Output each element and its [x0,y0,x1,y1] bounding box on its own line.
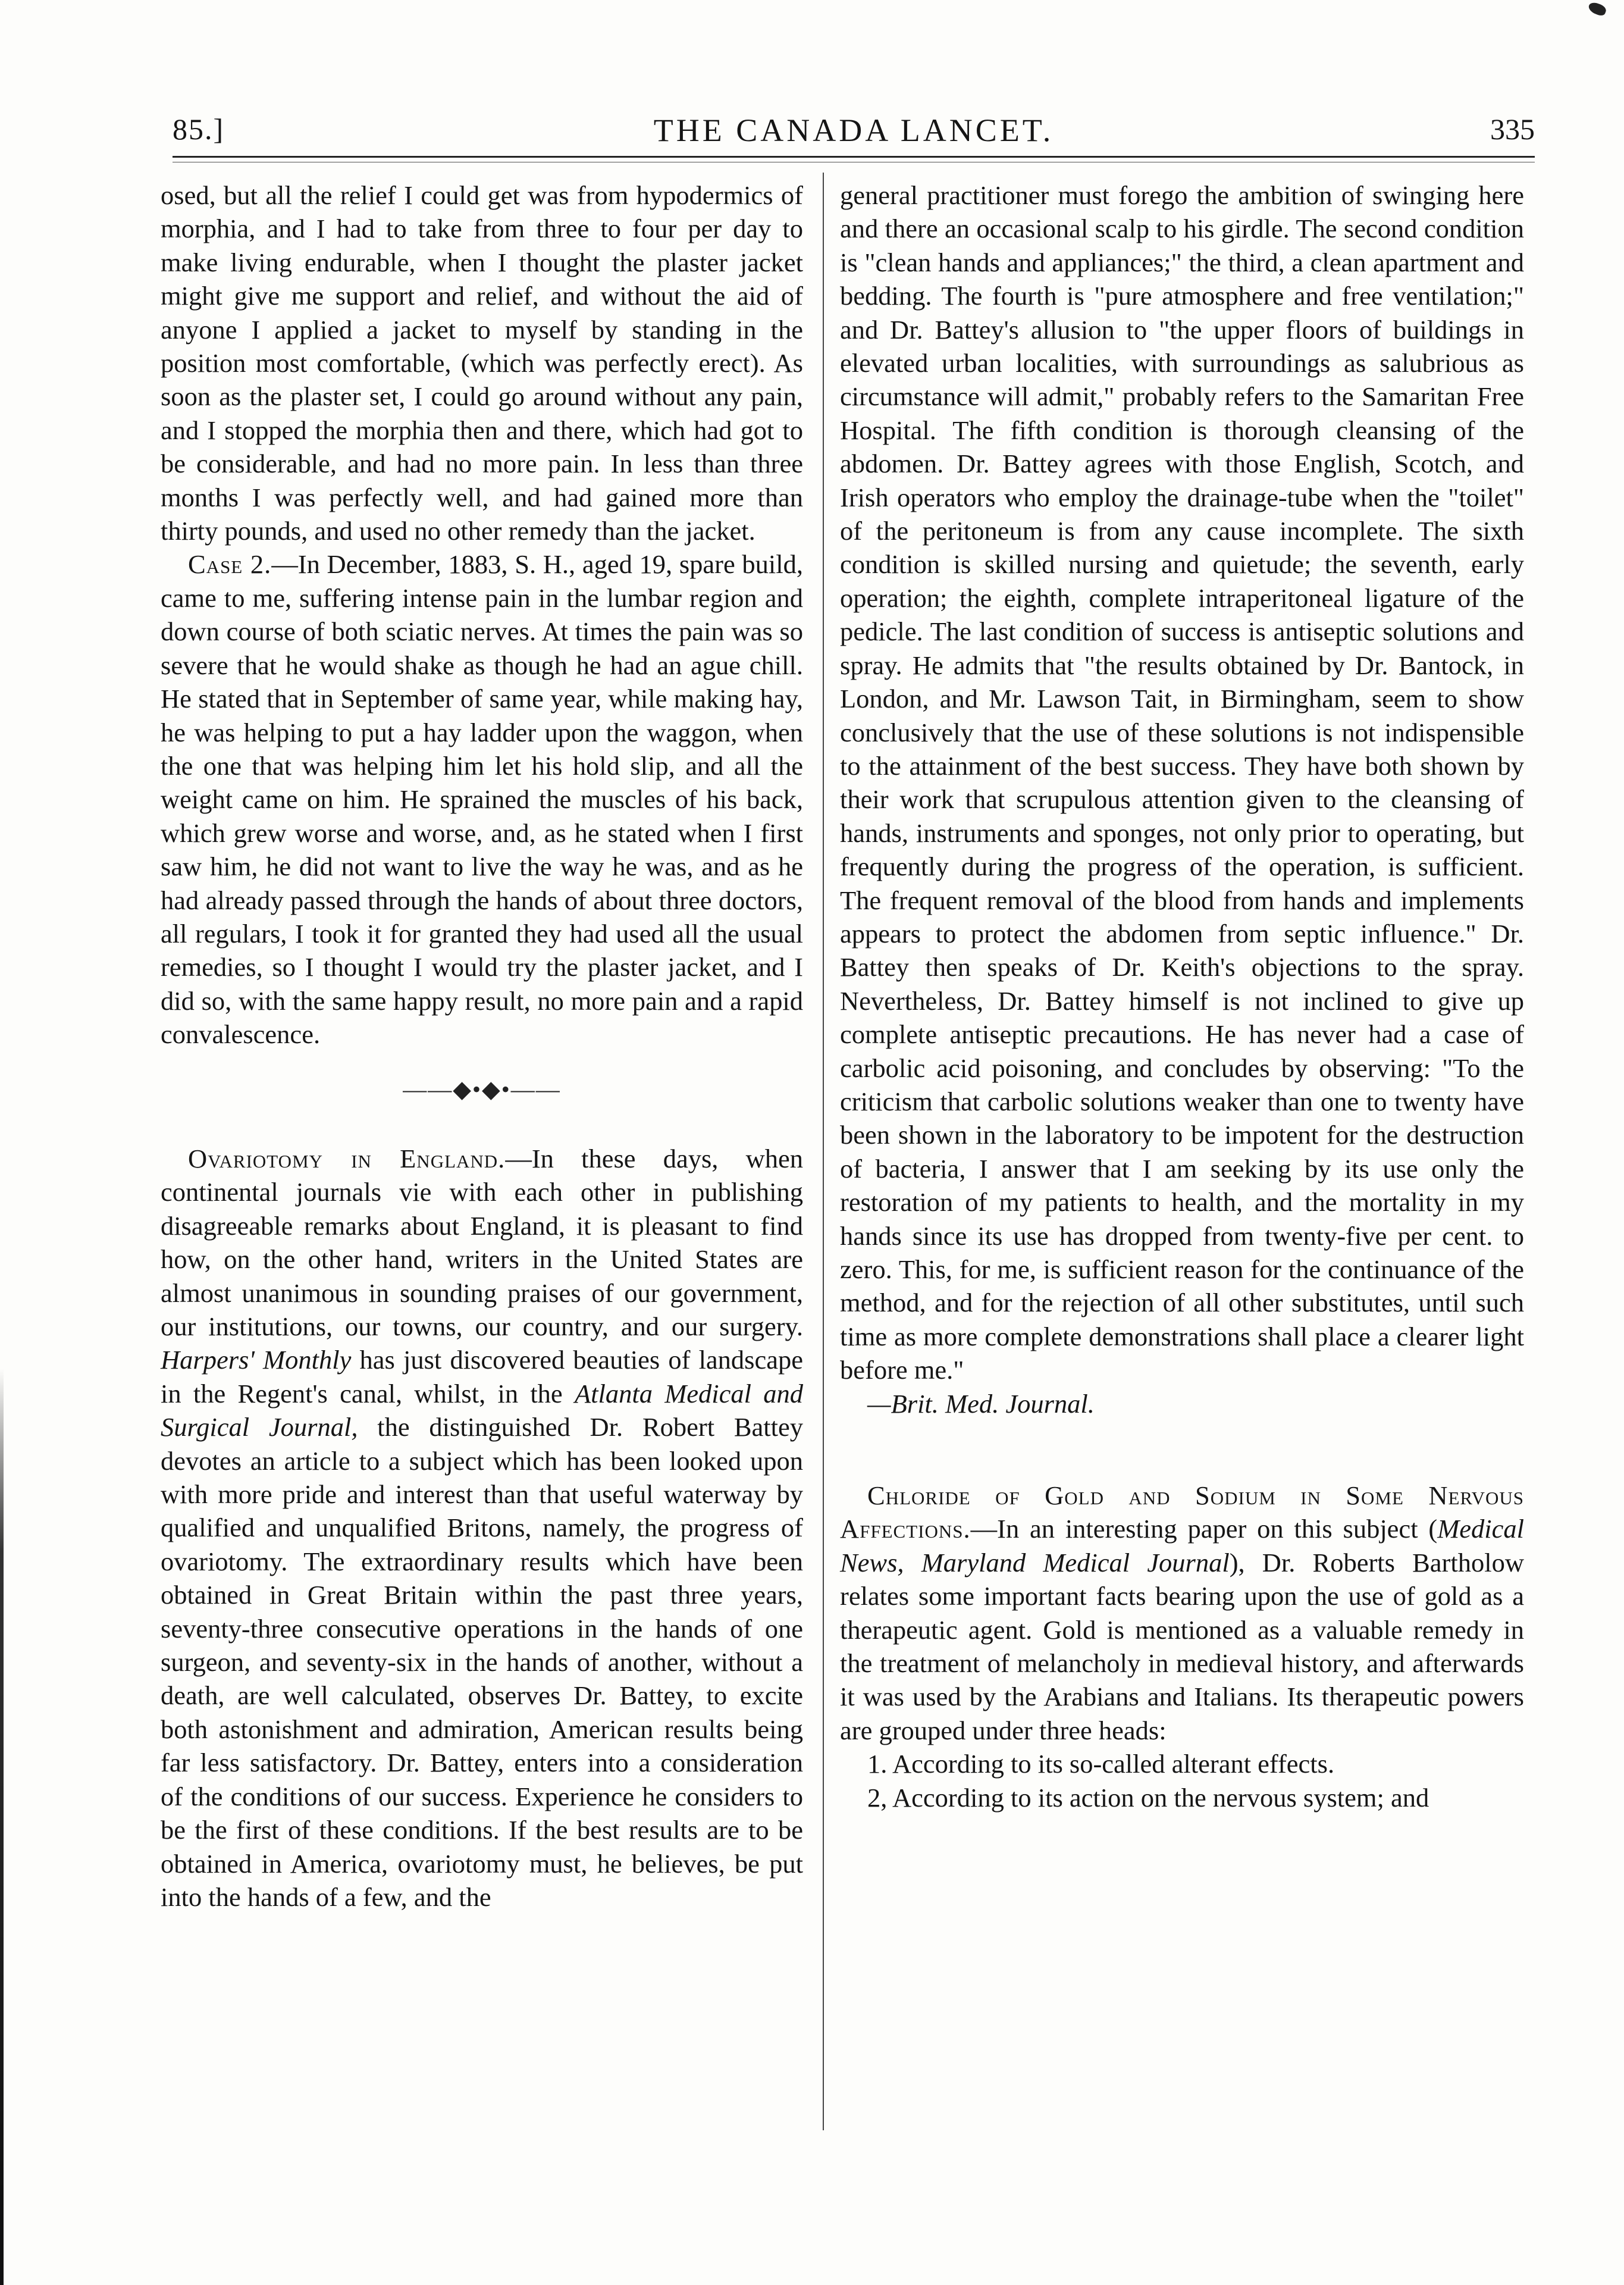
list-item: 1. According to its so-called alterant effects. [867,1749,1335,1779]
case-2-text: —In December, 1883, S. H., aged 19, spare build, came to me, suffering intense pain in the lumbar region and down course of both sciatic nerves. At times the pain was so severe that he would shake as though he had an ague chill. He stated that in September of same year, while making hay, he was helping to put a hay ladder upon the waggon, when the one that was helping him let his hold slip, and all the weight came on him. He sprained the muscles of his back, which grew worse and worse, and, as he stated when I first saw him, he did not want to live the way he was, and as he had already passed through the hands of about three doctors, all regulars, I took it for granted they had used all the usual remedies, so I thought I would try the plaster jacket, and I did so, with the same happy result, no more pain and a rapid convalescence. [161,549,803,1050]
ovariotomy-heading: Ovariotomy in England. [188,1143,506,1173]
ovariotomy-text-1: —In these days, when continental journals vie with each other in publishing disagreeable remarks about England, it is pleasant to find how, on the other hand, writers in the United States are almost unanimous in sounding praises of our government, our institutions, our towns, our country, and our surgery. [161,1143,803,1341]
page-number: 335 [1490,112,1535,146]
gold-text-2: ), Dr. Roberts Bartholow relates some important facts bearing upon the use of gold as a therapeutic agent. Gold is mentioned as a valuable remedy in the treatment of melancholy in medieval history, and afterwards it was used by the Arabians and Italians. Its therapeutic powers are grouped under three heads: [840,1547,1524,1745]
case-2-label: Case 2. [188,549,272,580]
case-2-paragraph [161,547,803,1051]
left-column [161,179,803,1914]
list-item: 2, According to its action on the nervous system; and [867,1782,1429,1813]
ovariotomy-text-3: the distinguished Dr. Robert Battey devotes an article to a subject which has been looked upon with more pride and interest than that useful waterway by qualified and unqualified Britons, namely, the progress of ovariotomy. The extraordinary results which have been obtained in Great Britain within the past three years, seventy-three consecutive operations in the hands of one surgeon, and seventy-six in the hands of another, without a death, are well calculated, observes Dr. Battey, to excite both astonishment and admiration, American results being far less satisfactory. Dr. Battey, enters into a consideration of the conditions of our success. Experience he considers to be the first of these conditions. If the best results are to be obtained in America, ovariotomy must, he believes, be put into the hands of a few, and the [161,1412,803,1912]
journal-title: THE CANADA LANCET. [653,112,1054,148]
ovariotomy-text-2: has just discovered beauties of landscape in the Regent's canal, whilst, in the [161,1345,804,1408]
atlanta-journal-ref: Atlanta Medical and Surgical Journal, [161,1378,804,1442]
continued-paragraph: osed, but all the relief I could get was from hypodermics of morphia, and I had to take from three to four per day to make living endurable, when I thought the plaster jacket might give me support and relief, and without the aid of anyone I applied a jacket to myself by standing in the position most comfortable, (which was perfectly erect). As soon as the plaster set, I could go around without any pain, and I stopped the morphia then and there, which had got to be considerable, and had no more pain. In less than three months I was perfectly well, and had gained more than thirty pounds, and used no other remedy than the jacket. [161,180,803,546]
gold-journals-ref: Medical News, Maryland Medical Journal [840,1514,1524,1577]
volume-number: 85.] [173,112,225,146]
running-header [173,112,1535,154]
source-citation: —Brit. Med. Journal. [867,1388,1095,1419]
gold-sodium-paragraph [840,1479,1524,1747]
column-divider [823,173,824,2130]
section-gap [840,1420,1524,1479]
section-ornament: ——◆•◆•—— [403,1075,561,1103]
ovariotomy-continued-paragraph: general practitioner must forego the ambition of swinging here and there an occasional scalp to his girdle. The second condition is "clean hands and appliances;" the third, a clean apartment and bedding. The fourth is "pure atmosphere and free ventilation;" and Dr. Battey's allusion to "the upper floors of buildings in elevated urban localities, with surroundings as salubrious as circumstance will admit," probably refers to the Samaritan Free Hospital. The fifth condition is thorough cleansing of the abdomen. Dr. Battey agrees with those English, Scotch, and Irish operators who employ the drainage-tube when the "toilet" of the peritoneum is from any cause incomplete. The sixth condition is skilled nursing and quietude; the seventh, early operation; the eighth, complete intraperitoneal ligature of the pedicle. The last condition of success is antiseptic solutions and spray. He admits that "the results obtained by Dr. Bantock, in London, and Mr. Lawson Tait, in Birmingham, seem to show conclusively that the use of these solutions is not indispensible to the attainment of the best success. They have both shown by their work that scrupulous attention given to the cleansing of hands, instruments and sponges, not only prior to operating, but frequently during the progress of the operation, is sufficient. The frequent removal of the blood from hands and implements appears to protect the abdomen from septic influence." Dr. Battey then speaks of Dr. Keith's objections to the spray. Nevertheless, Dr. Battey himself is not inclined to give up complete antiseptic precautions. He has never had a case of carbolic acid poisoning, and concludes by observing: "To the criticism that carbolic solutions weaker than one to twenty have been shown in the laboratory to be impotent for the destruction of bacteria, I answer that I am seeking by its use only the restoration of my patients to health, and the mortality in my hands since its use has dropped from twenty-five per cent. to zero. This, for me, is sufficient reason for the continuance of the method, and for the rejection of all other substitutes, until such time as more complete demonstrations shall place a clearer light before me." [840,180,1524,1385]
ovariotomy-paragraph [161,1142,803,1914]
gold-text-1: —In an interesting paper on this subject ( [970,1514,1438,1544]
page-edge-shadow [0,1369,4,2285]
ink-blot [1587,1,1607,17]
gold-sodium-heading: Chloride of Gold and Sodium in Some Nervous Affections. [840,1480,1524,1544]
right-column [840,179,1524,1814]
header-rule [173,156,1535,158]
harpers-monthly-ref: Harpers' Monthly [161,1345,352,1375]
